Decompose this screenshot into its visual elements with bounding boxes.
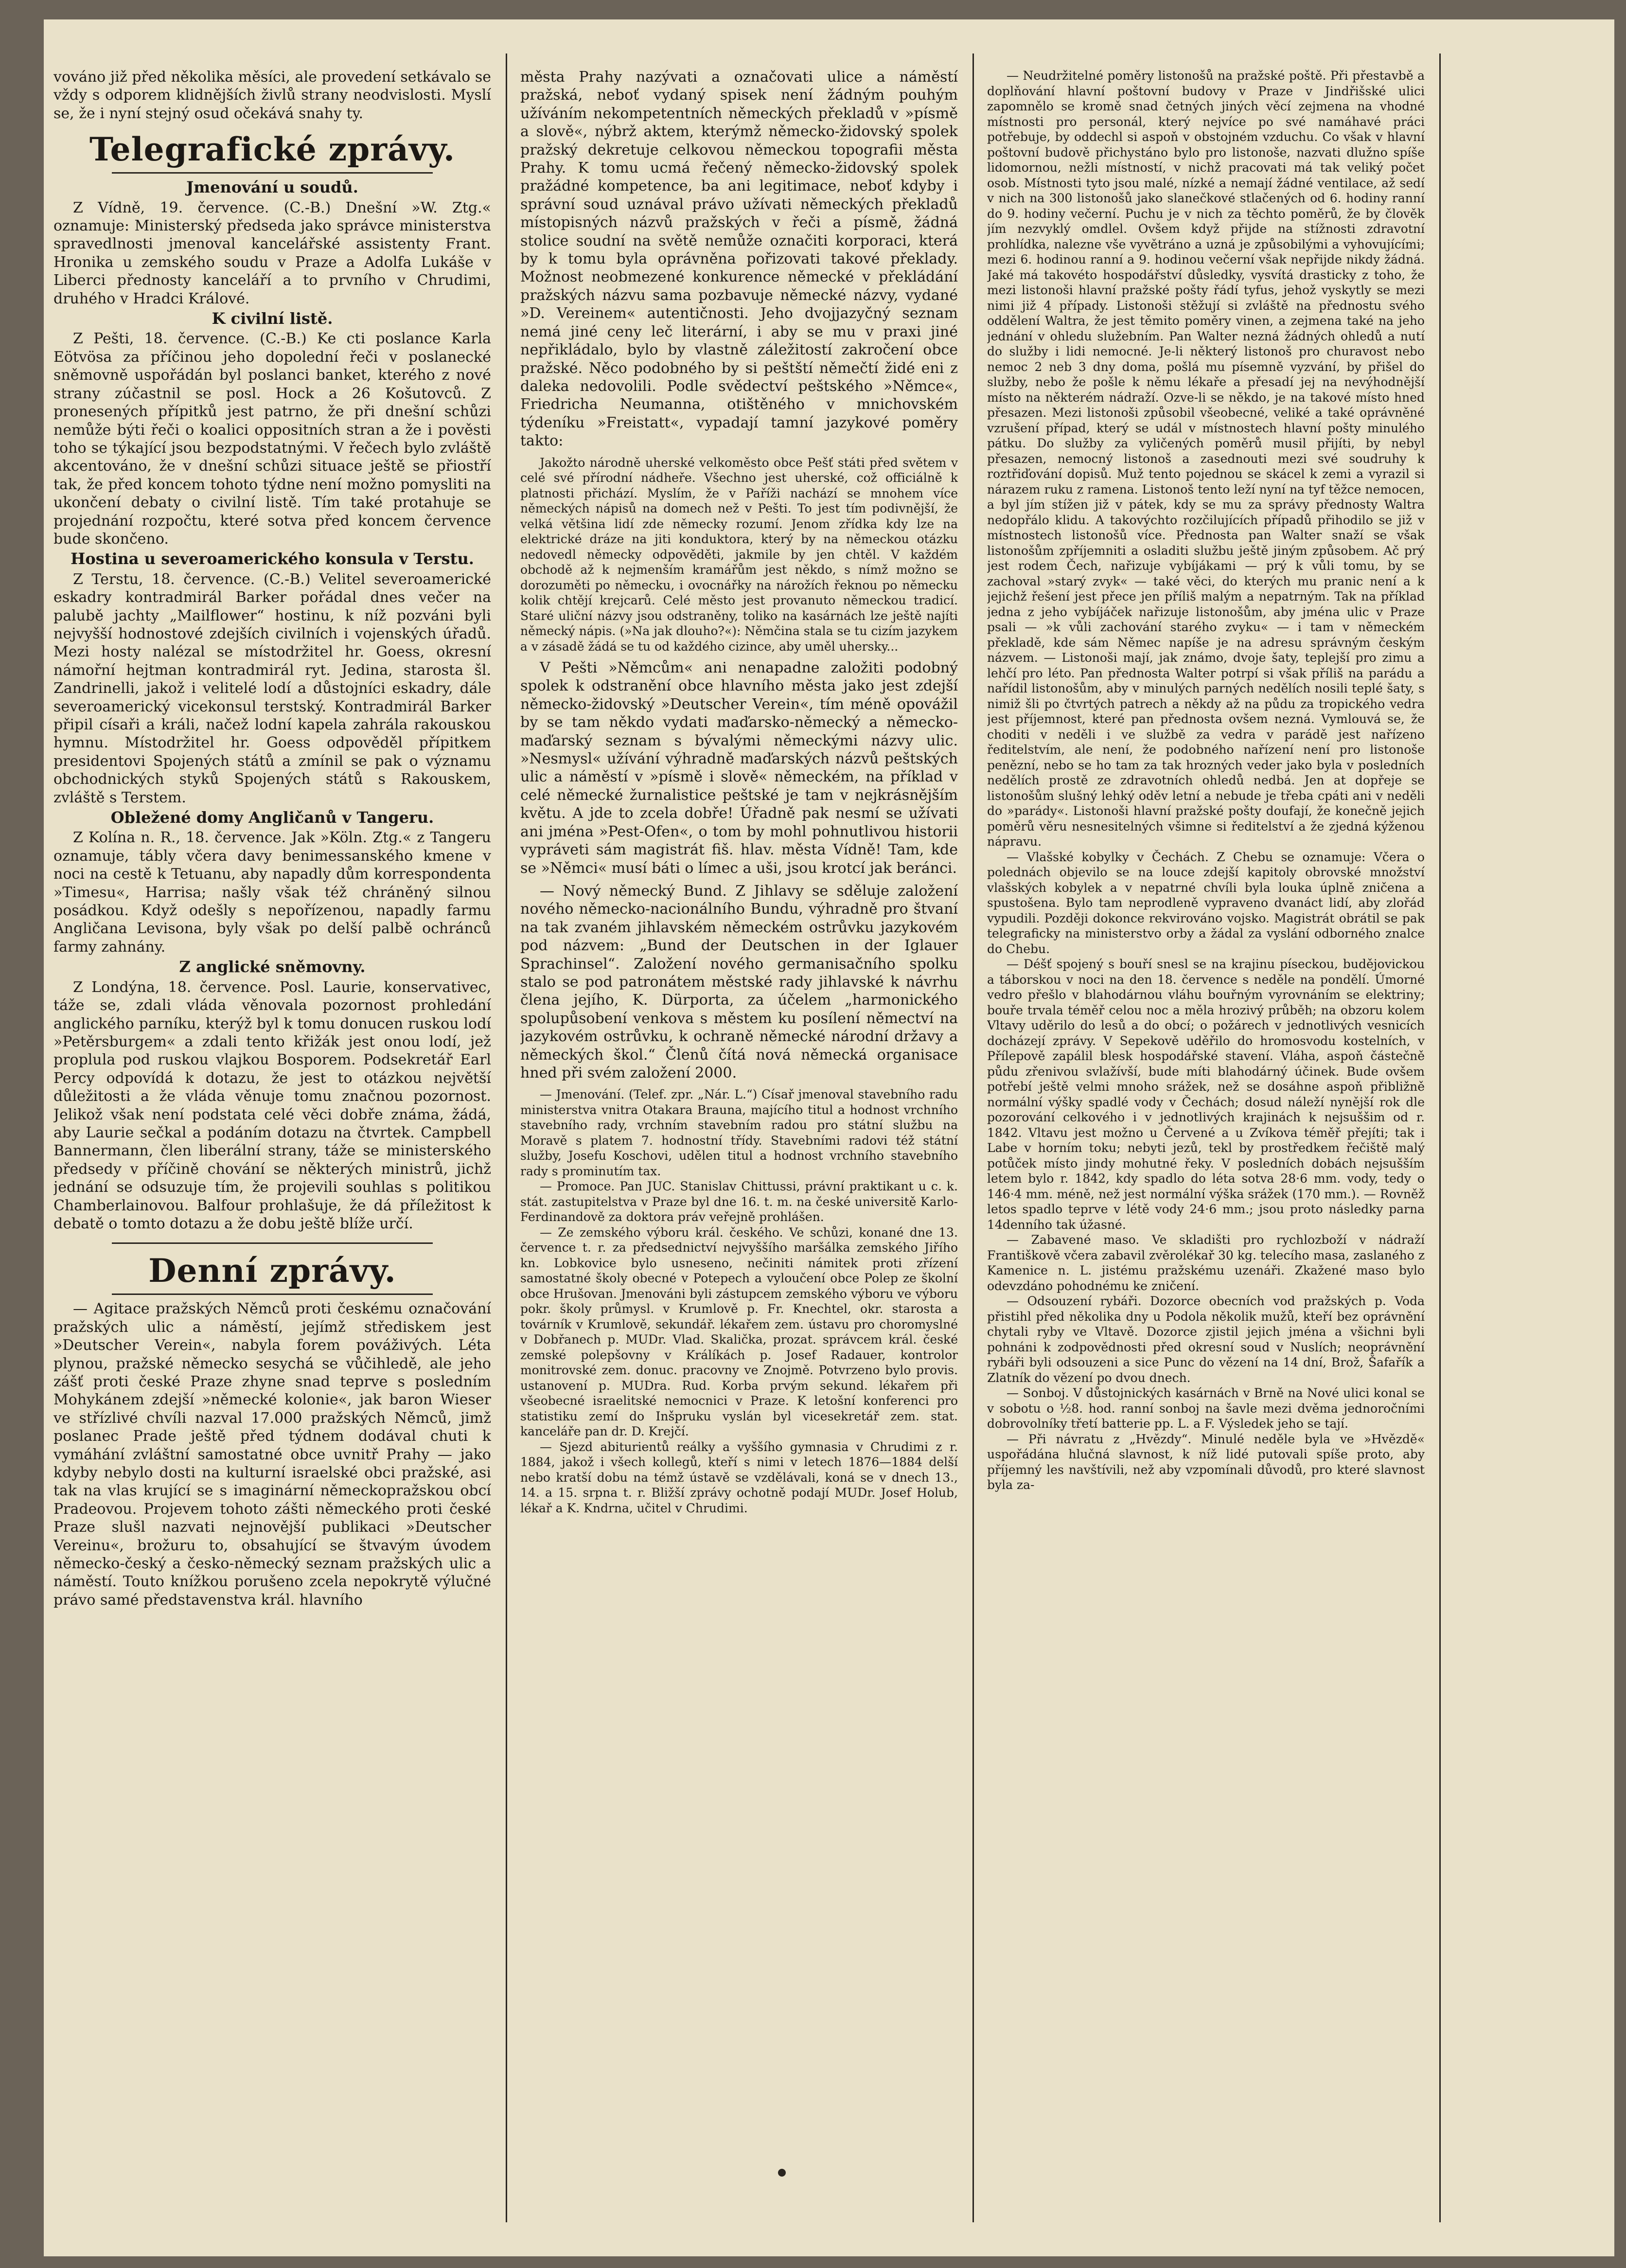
column-2 bbox=[520, 68, 958, 1516]
section-divider bbox=[112, 1293, 433, 1295]
newspaper-page bbox=[44, 19, 1614, 2256]
article-paragraph: — Vlašské kobylky v Čechách. Z Chebu se oznamuje: Včera o polednách objevilo se na louce zdejší kapitoly obrovské množství vlašských kobylek a v nepatrné chvíli byla louka úplně zničena a spustošena. Bylo tam neprodleně vypraveno dvanáct lidí, aby zlořád vypudili. Později dokonce rekvirováno vojsko. Magistrát obrátil se pak telegraficky na ministerstvo orby a žádal za vyslání odborného znalce do Chebu. bbox=[987, 850, 1425, 956]
article-paragraph: — Zabavené maso. Ve skladišti pro rychlozboží v nádraží Františkově včera zabavil zvěrolékař 30 kg. telecího masa, zaslaného z Kamenice n. L. jistému pražskému uzenáři. Zkažené maso bylo odevzdáno pohodnému ke zničení. bbox=[987, 1233, 1425, 1293]
article-paragraph: — Ze zemského výboru král. českého. Ve schůzi, konané dne 13. července t. r. za předsednictví nejvyššího maršálka zemského Jiřího kn. Lobkovice bylo usneseno, nečiniti námitek proti zřízení samostatné školy obecné v Potepech a vyloučení obce Polep ze školní obce Hrušovan. Jmenováni byli zástupcem zemského výboru ve výboru pokr. školy průmysl. v Krumlově p. Fr. Knechtel, okr. starosta a továrník v Krumlově, sekundář. lékařem zem. ústavu pro choromyslné v Dobřanech p. MUDr. Vlad. Skalička, prozat. správcem král. české zemské polepšovny v Králíkách p. Josef Radauer, kontrolor monitrovské zem. donuc. pracovny ve Znojmě. Potvrzeno bylo provis. ustanovení p. MUDra. Rud. Korba prvým sekund. lékařem při všeobecné israelitské nemocnici v Praze. K letošní konferenci pro statistiku zemí do Inšpruku vyslán byl vicesekretář zem. stat. kanceláře pan dr. D. Krejčí. bbox=[520, 1225, 958, 1439]
article-paragraph: — Sjezd abiturientů reálky a vyššího gymnasia v Chrudimi z r. 1884, jakož i všech kollegů, kteří s nimi v letech 1876—1884 delší nebo kratší dobu na témž ústavě se vzdělávali, koná se v dnech 13., 14. a 15. srpna t. r. Bližší zprávy ochotně podají MUDr. Josef Holub, lékař a K. Kndrna, učitel v Chrudimi. bbox=[520, 1439, 958, 1515]
col1-intro: vováno již před několika měsíci, ale provedení setkávalo se vždy s odporem klidnějších živlů strany neodvislosti. Myslí se, že i nyní stejný osud očekává snahy ty. bbox=[53, 69, 491, 122]
section-title-denni: Denní zprávy. bbox=[148, 1252, 396, 1290]
article-paragraph: města Prahy nazývati a označovati ulice a náměstí pražská, neboť vydaný spisek není žádným pouhým užíváním nekompetentních německých překladů v »písmě a slově«, nýbrž aktem, kterýmž německo-židovský spolek pražský dekretuje celkovou německou topografii města Prahy. K tomu ucmá řečený německo-židovský spolek pražádné kompetence, ba ani legitimace, neboť kdyby i správní soud uznával právo užívati německých překladů místopisných názvů pražských v řeči a písmě, žádná stolice soudní na světě nemůže označiti korporaci, která by k tomu byla oprávněna pořizovati takové překlady. Možnost neobmezené konkurence německé v překládání pražských názvu sama pozbavuje německé názvy, vydané »D. Vereinem« autentičnosti. Jeho dvojjazyčný seznam nemá jiné ceny leč literární, i aby se mu v praxi jiné nepřikládalo, bylo by vlastně záležitostí zakročení obce pražské. Něco podobného by si peštští němečtí židé eni z daleka nedovolili. Podle svědectví peštského »Němce«, Friedricha Neumanna, otištěného v mnichovském týdeníku »Freistatt«, vypadají tamní jazykové poměry takto: bbox=[520, 69, 958, 450]
subheading-snemovna: Z anglické sněmovny. bbox=[179, 957, 366, 976]
subheading-tanger: Obležené domy Angličanů v Tangeru. bbox=[110, 808, 434, 827]
article-paragraph: Z Londýna, 18. července. Posl. Laurie, konservativec, táže se, zdali vláda věnovala pozornost prohledání anglického parníku, kterýž byl k tomu donucen ruskou lodí »Petěrsburgem« a zdali tento křižák jest onou lodí, jež proplula pod ruskou vlajkou Bosporem. Podsekretář Earl Percy odpovídá k dotazu, že jest to otázkou největší důležitosti a že vláda věnuje tomu značnou pozornost. Jelikož však není podstata celé věci dobře známa, žádá, aby Laurie sečkal a podáním dotazu na čtvrtek. Campbell Bannermann, člen liberální strany, táže se ministerského předsedy v příčině chování se některých ministrů, jichž jednání se odsuzuje tím, že projevili souhlas s politikou Chamberlainovou. Balfour prohlašuje, že dá příležitost k debatě o tomto dotazu a že dobu ještě blíže určí. bbox=[53, 978, 491, 1232]
article-paragraph: — Při návratu z „Hvězdy“. Minulé neděle byla ve »Hvězdě« uspořádána hlučná slavnost, k níž lidé putovali spíše proto, aby příjemný les navštívili, než aby vzpomínali důvodů, pro které slavnost byla za- bbox=[987, 1432, 1425, 1492]
quote-paragraph: Jakožto národně uherské velkoměsto obce Pešť státi před světem v celé své přírodní nádheře. Všechno jest uherské, což officiálně k platnosti přichází. Myslím, že v Paříži nachází se mnohem více německých nápisů na domech než v Pešti. To jest tím podivnější, že velká většina lidí zde německy rozumí. Jenom zřídka kdy lze na elektrické dráze na jiti konduktora, který by na německou otázku nedovedl německy odpověděti, jakmile by jen chtěl. V každém obchodě až k nejmenším kramářům jest někdo, s nímž možno se dorozuměti po německu, i ovocnářky na nárožích řeknou po německu kolik chtějí krejcarů. Celé město jest provanuto německou tradicí. Staré uliční názvy jsou odstraněny, toliko na kasárnách lze ještě najíti německý nápis. (»Na jak dlouho?«): Němčina stala se tu cizím jazykem a v zásadě žádá se tu od každého cizince, aby uměl uhersky... bbox=[520, 455, 958, 654]
section-divider bbox=[112, 172, 433, 174]
section-divider bbox=[112, 1242, 433, 1244]
article-paragraph: — Déšť spojený s bouří snesl se na krajinu píseckou, budějovickou a táborskou v noci na den 18. července s neděle na pondělí. Úmorné vedro přešlo v blahodárnou vláhu bouřným vyrovnáním se elektriny; bouře trvala téměř celou noc a měla hrozivý průběh; na obzoru kolem Vltavy uděrilo do lesů a do obcí; o požárech v jednotlivých vesnicích docházejí zprávy. V Sepekově uděřilo do hromosvodu kostelních, v Přílepově zapálil blesk hospodářské stavení. Vláha, aspoň částečně půdu zřenivou svlažívší, bude míti blahodárný účinek. Bude ovšem potřebí ještě velmi mnoho srážek, než se dosáhne aspoň přibližně normální výšky spadlé vody v Čechách; dosud náleží nynější rok dle pozorování celkového i v jednotlivých krajinách k nejsuššim od r. 1842. Vltavu jest možno u Červené a u Zvíkova téměř přejíti; tak i Labe v horním toku; nebyti jezů, tekl by prostředkem řečiště malý potůček místo jindy mohutné řeky. V posledních dobách nejsušším letem bylo r. 1842, kdy spadlo do léta sotva 28·6 mm. vody, tedy o 146·4 mm. méně, než jest normální výška srážek (170 mm.). — Rovněž letos spadlo teprve v létě vody 24·6 mm.; jsou proto následky parna 14denního tak úžasné. bbox=[987, 957, 1425, 1232]
article-paragraph: Z Pešti, 18. července. (C.-B.) Ke cti poslance Karla Eötvösa za příčinou jeho dopolední řeči v poslanecké sněmovně uspořádán byl poslanci banket, kterého z nové strany zúčastnil se posl. Hock a 26 Košutovců. Z pronesených přípitků jest patrno, že při dnešní schůzi nemůže býti řeči o koalici oppositních stran a že i pověsti toho se týkající jsou bezpodstatnými. V řečech bylo zvláště akcentováno, že v dnešní schůzi situace ještě se přiostří tak, že před koncem tohoto týdne není možno pomysliti na ukončení debaty o civilní listě. Tím také protahuje se projednání rozpočtu, které sotva před koncem července bude skončeno. bbox=[53, 330, 491, 548]
column-1 bbox=[53, 68, 491, 1609]
subheading-hostina: Hostina u severoamerického konsula v Terstu. bbox=[71, 549, 474, 568]
article-paragraph: — Promoce. Pan JUC. Stanislav Chittussi, právní praktikant u c. k. stát. zastupitelstva v Praze byl dne 16. t. m. na české universitě Karlo-Ferdinandově za doktora práv veřejně prohlášen. bbox=[520, 1179, 958, 1224]
article-paragraph: Z Vídně, 19. července. (C.-B.) Dnešní »W. Ztg.« oznamuje: Ministerský předseda jako správce ministerstva spravedlnosti jmenoval kancelářské assistenty Frant. Hronika u zemského soudu v Praze a Adolfa Lukáše v Liberci přednosty kanceláří a to prvního v Chrudimi, druhého v Hradci Králové. bbox=[53, 199, 491, 307]
ink-dot bbox=[778, 2169, 786, 2177]
subheading-civilni-liste: K civilní listě. bbox=[212, 309, 333, 328]
article-paragraph: — Neudržitelné poměry listonošů na pražské poště. Při přestavbě a doplňování hlavní poštovní budovy v Praze v Jindřišské ulici zapomnělo se kromě snad četných jiných věcí zejmena na vhodné místnosti pro personál, který nejvíce po své namáhavé práci potřebuje, by oddechl si aspoň v obstojném vzduchu. Co však v hlavní poštovní budově přichystáno bylo pro listonoše, nazvati dlužno spíše lidomornou, nežli místností, v nichž pracovati má tak veliký počet osob. Místnosti tyto jsou malé, nízké a nemají žádné ventilace, až sedí v nich na 300 listonošů jako slanečkové stlačených od 6. hodiny ranní do 9. hodiny večerní. Puchu je v nich za těchto poměrů, že by člověk jím nezvyklý omdlel. Ovšem když přijde na stížnosti zdravotní prohlídka, nalezne vše vyvětráno a uzná je způsobilými a vyhovujícími; mezi 6. hodinou ranní a 9. hodinou večerní však nepřijde nikdy žádná. Jaké má takovéto hospodářství důsledky, vysvítá drasticky z toho, že mezi listonoši hlavní pražské pošty řádí tyfus, jehož vyskytly se mezi nimi již 4 případy. Listonoši stěžují si zvláště na přednostu svého oddělení Waltra, že jest těmito poměry vinen, a zejmena také na jeho jednání v ohledu služebním. Pan Walter nezná žádných ohledů a nutí do služby i lidi nemocné. Je-li některý listonoš pro churavost nebo nemoc 2 neb 3 dny doma, pošlá mu písemně vyzvání, by přišel do služby, nebo že pošle k němu lékaře a přesadí jej na nevýhodnější místo na některém nádraží. Ozve-li se někdo, je na takové místo hned přesazen. Mezi listonoši způsobil všeobecné, veliké a také oprávněné vzrušení případ, který se udál v místnostech hlavní pošty minulého pátku. Do služby za vyličených poměrů musil přijíti, by nebyl přesazen, nemocný listonoš a zasednouti mezi své soudruhy k roztřiďování dopisů. Muž tento pojednou se skácel k zemi a vyrazil si nárazem ruku z ramena. Listonoš tento leží nyní na tyf těžce nemocen, a byl jím stížen již v pátek, kdy se mu za správy přednosty Waltra nedopřálo klidu. A takovýchto rozčilujících případů přihodilo se již v místnostech listonošů více. Přednosta pan Walter snaží se však listonošům zpříjemniti a osladiti službu ještě jiným způsobem. Ač prý jest rodem Čech, nařizuje vybíjákami — prý k vůli tomu, by se zachoval »starý zvyk« — také věci, do kterých mu pranic není a k jejichž řešení jest přece jen příliš malým a nepatrným. Tak na příklad jedna z jeho vybíjáček nařizuje listonošům, aby jména ulic v Praze psali — »k vůli zachování starého zvyku« — i tam v německém překladě, kde sám Němec napíše je na adresu správným českým názvem. — Listonoši mají, jak známo, dvoje šaty, teplejší pro zimu a lehčí pro léto. Pan přednosta Walter potrpí si však příliš na parádu a nařídil listonošům, aby v minulých parných nedělích nosili teplé šaty, s nimiž šli po čtvrtých patrech a někdy až na půdu za tropického vedra jest příjemnost, které pan přednosta ovšem nezná. Vymlouvá se, že choditi v neděli i ve službě za vedra v parádě jest nařízeno ředitelstvím, ale není, že podobného nařízení není pro listonoše penězní, nebo se ho tam za tak hrozných veder jako byla v posledních nedělích prostě ze zdravotních ohledů nedbá. Jen at dopřeje se listonošům slušný lehký oděv letní a nebude je třeba cpáti ani v neděli do »parády«. Listonoši hlavní pražské pošty doufají, že konečně jejich poměrů věru nesnesitelných všimne si ředitelství a že zjedná kýženou nápravu. bbox=[987, 69, 1425, 849]
article-paragraph: — Jmenování. (Telef. zpr. „Nár. L.“) Císař jmenoval stavebního radu ministerstva vnitra Otakara Brauna, majícího titul a hodnost vrchního stavebního rady, vrchním stavebním radou pro státní službu na Moravě s platem 7. hodnostní třídy. Stavebními radovi též státní služby, Josefu Koschovi, udělen titul a hodnost vrchního stavebního rady s prominutím tax. bbox=[520, 1087, 958, 1178]
column-rule bbox=[1439, 53, 1441, 2222]
subheading-jmenovani: Jmenování u soudů. bbox=[186, 178, 358, 197]
article-paragraph: — Sonboj. V důstojnických kasárnách v Brně na Nové ulici konal se v sobotu o ½8. hod. ranní sonboj na šavle mezi dvěma jednoročními dobrovolníky třetí batterie pp. L. a F. Výsledek jeho se tají. bbox=[987, 1386, 1425, 1431]
column-rule bbox=[972, 53, 974, 2222]
article-paragraph: — Nový německý Bund. Z Jihlavy se sděluje založení nového německo-nacionálního Bundu, výhradně pro štvaní na tak zvaném jihlavském německém ostrůvku jazykovém pod názvem: „Bund der Deutschen in der Iglauer Sprachinsel“. Založení nového germanisačního spolku stalo se pod patronátem městské rady jihlavské k návrhu člena jejího, K. Dürporta, za účelem „harmonického spolupůsobení venkova s městem ku posílení němectví na jazykovém ostrůvku, k ochraně německé národní državy a německých škol.“ Členů čítá nová německá organisace hned při svém založení 2000. bbox=[520, 882, 958, 1081]
article-paragraph: Z Terstu, 18. července. (C.-B.) Velitel severoamerické eskadry kontradmirál Barker pořádal dnes večer na palubě jachty „Mailflower“ hostinu, k níž pozváni byli nejvyšší hodnostové zdejších civilních i vojenských úřadů. Mezi hosty nalézal se místodržitel hr. Goess, okresní námořní hejtman kontradmirál ryt. Jedina, starosta šl. Zandrinelli, jakož i velitelé lodí a důstojníci eskadry, dále severoamerický vicekonsul terstský. Kontradmirál Barker připil císaři a králi, načež lodní kapela zahrála rakouskou hymnu. Místodržitel hr. Goess odpověděl přípitkem presidentovi Spojených států a zmínil se pak o významu obchodnických styků Spojených států s Rakouskem, zvláště s Terstem. bbox=[53, 570, 491, 806]
section-title-telegraficke: Telegrafické zprávy. bbox=[89, 130, 455, 169]
column-rule bbox=[506, 53, 507, 2222]
article-paragraph: Z Kolína n. R., 18. července. Jak »Köln. Ztg.« z Tangeru oznamuje, tábly včera davy benimessanského kmene v noci na cestě k Tetuanu, aby napadly dům korrespondenta »Timesu«, Harrisa; našly však též chráněný silnou posádkou. Když odešly s nepořízenou, napadly farmu Angličana Levisona, byly však po delší palbě ochránců farmy zahnány. bbox=[53, 829, 491, 956]
article-paragraph: — Odsouzení rybáři. Dozorce obecních vod pražských p. Voda přistihl před několika dny u Podola několik mužů, kteří bez oprávnění chytali ryby ve Vltavě. Dozorce zjistil jejich jména a všichni byli pohnáni k zodpovědnosti před okresní soud v Nuslích; neoprávnění rybáři byli odsouzeni a sice Punc do vězení na 14 dní, Brož, Šafařík a Zlatník do vězení po dvou dnech. bbox=[987, 1294, 1425, 1385]
article-paragraph: V Pešti »Němcům« ani nenapadne založiti podobný spolek k odstranění obce hlavního města jako jest zdejší německo-židovský »Deutscher Verein«, tím méně opovážil by se tam někdo vydati maďarsko-německý a německo-maďarský seznam s bývalými německými názvy ulic. »Nesmysl« užívání výhradně maďarských názvů peštských ulic a náměstí v »písmě i slově« německém, na příklad v celé německé žurnalistice peštské je tam v nejkrásnějším květu. A jde to zcela dobře! Úřadně pak nesmí se užívati ani jména »Pest-Ofen«, o tom by mohl pohnutlivou historii vypráveti sám magistrát fiš. hlav. města Vídně! Tam, kde se »Němci« musí báti o límec a uši, jsou krotcí jak beránci. bbox=[520, 659, 958, 877]
column-3 bbox=[987, 68, 1425, 1493]
article-paragraph: — Agitace pražských Němců proti českému označování pražských ulic a náměstí, jejímž střediskem jest »Deutscher Verein«, nabyla forem pováživých. Léta plynou, pražské německo sesychá se vůčihledě, ale jeho zášť proti české Praze zhyne snad teprve s posledním Mohykánem zdejší »německé kolonie«, jak baron Wieser ve střízlivé chvíli nazval 17.000 pražských Němců, jimž poslanec Prade ještě před týdnem dodával chuti k vymáhání zvláštní samostatné obce uvnitř Prahy — jako kdyby nebylo dosti na kulturní israelské obci pražské, asi tak na vlas krující se s imaginární německopražskou obcí Pradeovou. Projevem tohoto zášti německého proti české Praze slušl nazvati nejnovější publikaci »Deutscher Vereinu«, brožuru to, obsahující se štvavým úvodem německo-český a česko-německý seznam pražských ulic a náměstí. Touto knížkou porušeno zcela nepokrytě výlučné právo samé představenstva král. hlavního bbox=[53, 1300, 491, 1609]
